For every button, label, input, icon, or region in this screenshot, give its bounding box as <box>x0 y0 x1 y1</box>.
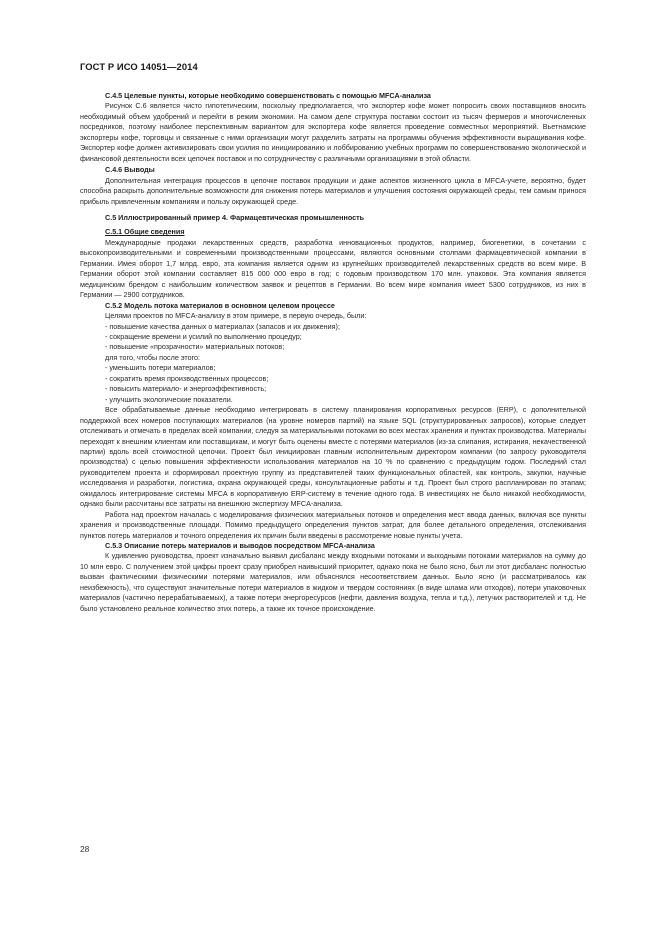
page-number: 28 <box>80 844 90 854</box>
paragraph-c52-1: Все обрабатываемые данные необходимо интегрировать в систему планирования корпоративных ресурсов (ERP), с дополнительной поддержкой всех номеров поступающих материалов (на уровне номеров партий) на языке SQL (структурированных запросов), которые следует отслеживать и отмечать в пределах всей компании, следуя за материальными потоками во всех местах хранения и пунктах производства. Материалы переходят к внешним клиентам или поставщикам, и могут быть оценены вместе с потерями материалов (из-за слипания, истирания, некачественной партии) вдоль всей стоимостной цепочки. Проект был инициирован главным исполнительным директором компании (по запросу руководителя производства) с целью повышения эффективности использования материалов на 10 % по сравнению с предыдущим годом. Последний стал руководителем проекта и сформировал проектную группу из представителей таких функциональных областей, как контроль, закупки, научные исследования и разработки, логистика, охрана окружающей среды, консультационные работы и т.д. Проект был строго распланирован по этапам; ожидалось интегрирование системы MFCA в корпоративную ERP-систему в течение одного года. В инвестициях не было никакой необходимости, однако были рассчитаны все затраты на внешнюю экспертизу MFCA-анализа. <box>80 405 586 509</box>
document-header: ГОСТ Р ИСО 14051—2014 <box>80 61 198 72</box>
list-item-aim-4: - улучшить экологические показатели. <box>105 394 233 404</box>
list-item-goal-2: - сокращение времени и усилий по выполнению процедур; <box>105 331 302 341</box>
heading-c5: С.5 Иллюстрированный пример 4. Фармацевтическая промышленность <box>105 212 365 222</box>
heading-c51: С.5.1 Общие сведения <box>105 227 185 237</box>
list-item-goal-3: - повышение «прозрачности» материальных потоков; <box>105 342 285 352</box>
paragraph-c53-1: К удивлению руководства, проект изначально выявил дисбаланс между входными потоками и выходными потоками материалов на сумму до 10 млн евро. С получением этой цифры проект сразу приобрел наивысший приоритет, однако пока не было ясно, был ли этот дисбаланс полностью вызван фактическими физическими потерями материалов, или объяснялся несоответствием данных. Было ясно (и рассматривалось как неизбежность), что существуют значительные потери материалов в жидком и твердом состояниях (в виде шлама или отходов), потери упаковочных материалов (частично перерабатываемых), а также потери энергоресурсов (нефти, давления воздуха, тепла и т.д.), летучих растворителей и т.д. Не было установлено реальное количество этих потерь, а также их точное происхождение. <box>80 551 586 613</box>
list-item-aim-1: - уменьшить потери материалов; <box>105 363 216 373</box>
paragraph-c46-1: Дополнительная интеграция процессов в цепочке поставок продукции и даже аспектов жизненного цикла в MFCA-учете, вероятно, будет способна раскрыть дополнительные возможности для снижения потерь материалов и улучшения состояния окружающей среды, тем самым принося прибыль привлеченным компаниям и пользу окружающей среде. <box>80 175 586 206</box>
paragraph-c51-1: Международные продажи лекарственных средств, разработка инновационных продуктов, например, биогенетики, в сочетании с высокопроизводительными и современными производственными процессами, являются основными столпами фармацевтической компании в Германии. Имея оборот 1,7 млрд. евро, эта компания является одним из крупнейших производителей лекарственных средств во всем мире. В Германии оборот этой компании составляет 815 000 000 евро в год; с годовым производством 170 млн. упаковок. Эта компания является медицинским брендом с наибольшим количеством заявок и рецептов в Германии. Во всем мире компания имеет 5300 сотрудников, из них в Германии — 2900 сотрудников. <box>80 237 586 300</box>
heading-c45: С.4.5 Целевые пункты, которые необходимо совершенствовать с помощью MFCA-анализа <box>105 91 431 100</box>
heading-c52: С.5.2 Модель потока материалов в основном целевом процессе <box>105 300 335 310</box>
list-item-aim-3: - повысить материало- и энергоэффективность; <box>105 384 267 394</box>
list-item-aim-2: - сократить время производственных процессов; <box>105 373 269 383</box>
paragraph-c52-2: Работа над проектом началась с моделирования физических материальных потоков и определения мест ввода данных, включая все пункты хранения и производственные площади. Помимо предыдущего определения пунктов затрат, для более детального определения, отслеживания пунктов потерь материалов и точного определения их причин были введены в рассмотрение новые пункты учета. <box>80 509 586 540</box>
paragraph-c52-after: для того, чтобы после этого: <box>105 352 201 362</box>
list-item-goal-1: - повышение качества данных о материалах (запасов и их движения); <box>105 321 340 331</box>
paragraph-c45-1: Рисунок С.6 является чисто гипотетическим, поскольку предполагается, что экспортер кофе может попросить своих поставщиков вносить необходимый объем удобрений и перейти в режим экономии. На самом деле структура поставки состоит из тысяч фермеров и многочисленных посредников, поэтому наиболее перспективным вариантом для экспортера кофе является проведение совместных мероприятий. Вьетнамские экспортеры кофе, торговцы и связанные с ними организации могут разделить затраты на программы обучения эффективности выращивания кофе. Экспортер кофе должен активизировать свои усилия по инициированию и лоббированию учебных программ по совершенствованию экологической и финансовой деятельности всех цепочек поставок и по сотрудничеству с различными организациями в этой области. <box>80 101 586 163</box>
paragraph-c52-intro: Целями проектов по MFCA-анализу в этом примере, в первую очередь, были: <box>105 311 367 321</box>
heading-c53: С.5.3 Описание потерь материалов и выводов посредством MFCA-анализа <box>105 541 375 551</box>
document-body <box>80 91 586 614</box>
heading-c46: С.4.6 Выводы <box>105 165 155 175</box>
